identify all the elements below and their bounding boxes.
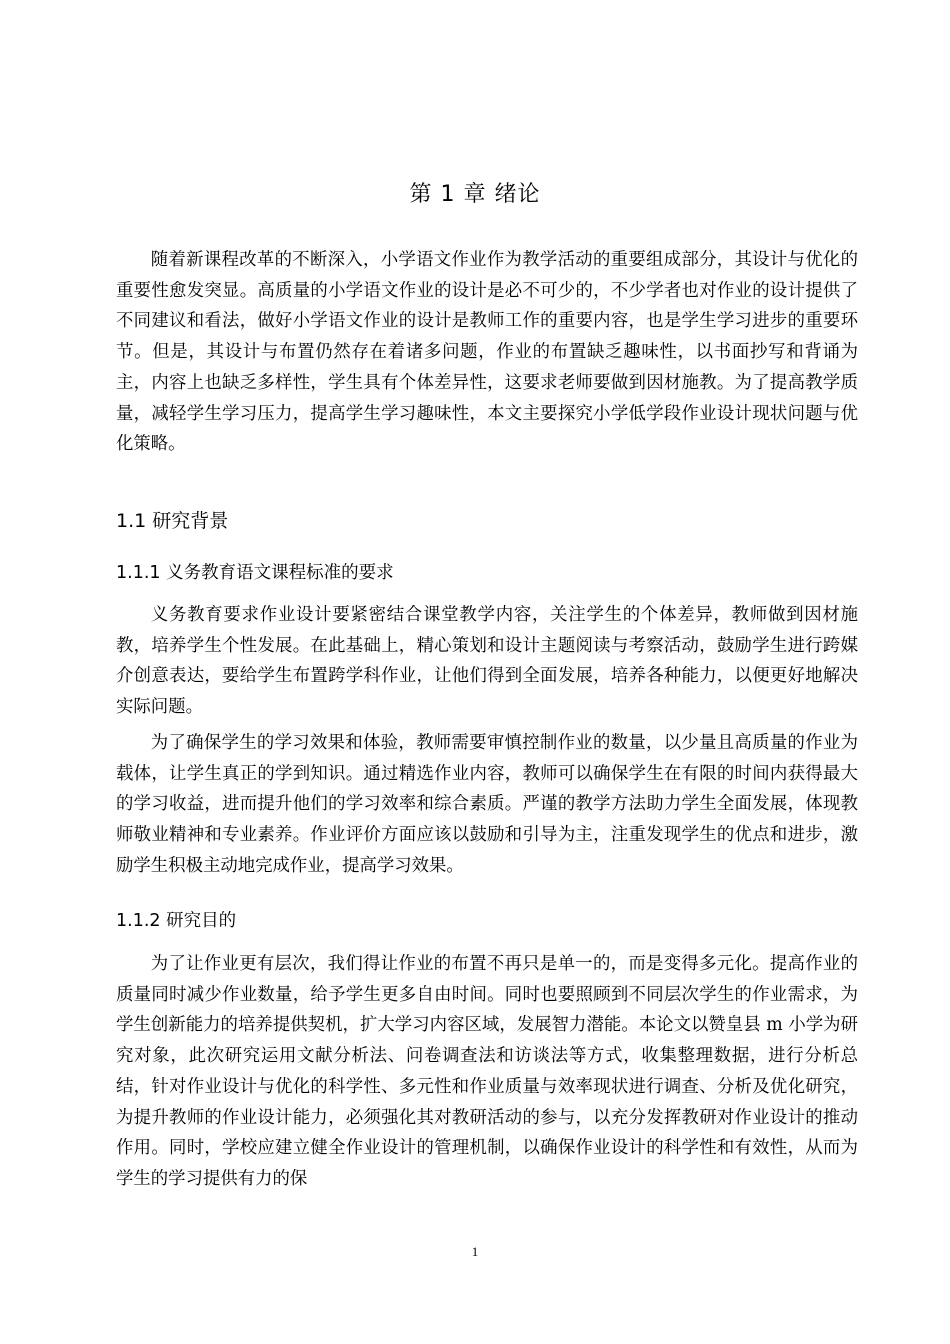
chapter-title: 第 1 章 绪论: [409, 182, 541, 207]
page-number: 1: [471, 1244, 479, 1259]
body-paragraph: 义务教育要求作业设计要紧密结合课堂教学内容，关注学生的个体差异，教师做到因材施教，培养学生个性发展。在此基础上，精心策划和设计主题阅读与考察活动，鼓励学生进行跨媒介创意表达，要给学生布置跨学科作业，让他们得到全面发展，培养各种能力，以便更好地解决实际问题。: [116, 605, 858, 718]
body-paragraph: 为了确保学生的学习效果和体验，教师需要审慎控制作业的数量，以少量且高质量的作业为载体，让学生真正的学到知识。通过精选作业内容，教师可以确保学生在有限的时间内获得最大的学习收益，进而提升他们的学习效率和综合素质。严谨的教学方法助力学生全面发展，体现教师敬业精神和专业素养。作业评价方面应该以鼓励和引导为主，注重发现学生的优点和进步，激励学生积极主动地完成作业，提高学习效果。: [116, 733, 858, 876]
subsection-heading-1-1-2: 1.1.2 研究目的: [116, 911, 237, 931]
section-heading-1-1: 1.1 研究背景: [116, 510, 229, 532]
intro-paragraph: 随着新课程改革的不断深入，小学语文作业作为教学活动的重要组成部分，其设计与优化的重要性愈发突显。高质量的小学语文作业的设计是必不可少的，不少学者也对作业的设计提供了不同建议和看法，做好小学语文作业的设计是教师工作的重要内容，也是学生学习进步的重要环节。但是，其设计与布置仍然存在着诸多问题，作业的布置缺乏趣味性，以书面抄写和背诵为主，内容上也缺乏多样性，学生具有个体差异性，这要求老师要做到因材施教。为了提高教学质量，减轻学生学习压力，提高学生学习趣味性，本文主要探究小学低学段作业设计现状问题与优化策略。: [116, 250, 858, 455]
subsection-heading-1-1-1: 1.1.1 义务教育语文课程标准的要求: [116, 563, 394, 583]
body-paragraph: 为了让作业更有层次，我们得让作业的布置不再只是单一的，而是变得多元化。提高作业的质量同时减少作业数量，给予学生更多自由时间。同时也要照顾到不同层次学生的作业需求，为学生创新能力的培养提供契机，扩大学习内容区域，发展智力潜能。本论文以赞皇县 m 小学为研究对象，此次研究运用文献分析法、问卷调查法和访谈法等方式，收集整理数据，进行分析总结，针对作业设计与优化的科学性、多元性和作业质量与效率现状进行调查、分析及优化研究，为提升教师的作业设计能力，必须强化其对教研活动的参与，以充分发挥教研对作业设计的推动作用。同时，学校应建立健全作业设计的管理机制，以确保作业设计的科学性和有效性，从而为学生的学习提供有力的保: [116, 954, 858, 1189]
